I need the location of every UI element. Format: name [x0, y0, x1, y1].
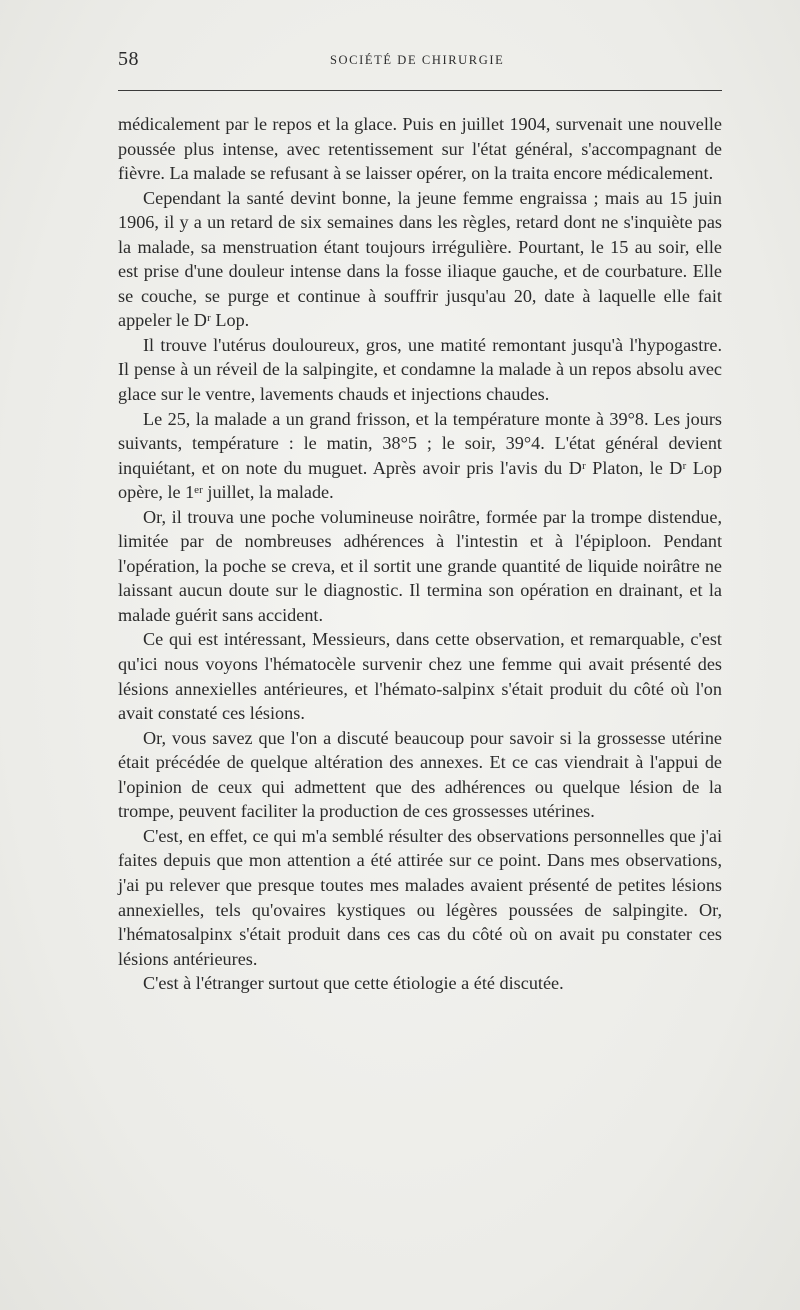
page-header [118, 48, 722, 74]
paragraph: C'est à l'étranger surtout que cette étiologie a été discutée. [143, 973, 564, 994]
paragraph: Or, il trouva une poche volumineuse noirâtre, formée par la trompe distendue, limitée par de nombreuses adhérences à l'intestin et à l'épiploon. Pendant l'opération, la poche se creva, et il sortit une grande quantité de liquide noirâtre ne laissant aucun doute sur le diagnostic. Il termina son opération en drainant, et la malade guérit sans accident. [118, 506, 722, 625]
paragraph: Le 25, la malade a un grand frisson, et la température monte à 39°8. Les jours suivants, température : le matin, 38°5 ; le soir, 39°4. L'état général devient inquiétant, et on note du muguet. Après avoir pris l'avis du Dʳ Platon, le Dʳ Lop opère, le 1ᵉʳ juillet, la malade. [118, 408, 722, 503]
paragraph: Il trouve l'utérus douloureux, gros, une matité remontant jusqu'à l'hypogastre. Il pense à un réveil de la salpingite, et condamne la malade à un repos absolu avec glace sur le ventre, lavements chauds et injections chaudes. [118, 334, 722, 405]
paragraph: Or, vous savez que l'on a discuté beaucoup pour savoir si la grossesse utérine était précédée de quelque altération des annexes. Et ce cas viendrait à l'appui de l'opinion de ceux qui admettent que des adhérences ou quelque lésion de la trompe, peuvent faciliter la production de ces grossesses utérines. [118, 727, 722, 822]
paragraph: Ce qui est intéressant, Messieurs, dans cette observation, et remarquable, c'est qu'ici nous voyons l'hématocèle survenir chez une femme qui avait présenté des lésions annexielles antérieures, et l'hémato-salpinx s'était produit du côté où l'on avait constaté ces lésions. [118, 629, 722, 724]
paragraph: Cependant la santé devint bonne, la jeune femme engraissa ; mais au 15 juin 1906, il y a un retard de six semaines dans les règles, retard dont ne s'inquiète pas la malade, sa menstruation étant toujours irrégulière. Pourtant, le 15 au soir, elle est prise d'une douleur intense dans la fosse iliaque gauche, et de courbature. Elle se couche, se purge et continue à souffrir jusqu'au 20, date à laquelle elle fait appeler le Dʳ Lop. [118, 187, 722, 331]
paragraph: médicalement par le repos et la glace. Puis en juillet 1904, survenait une nouvelle poussée plus intense, avec retentissement sur l'état général, s'accompagnant de fièvre. La malade se refusant à se laisser opérer, on la traita encore médicalement. [118, 114, 722, 184]
header-rule [118, 90, 722, 91]
body-text [118, 112, 722, 996]
paragraph: C'est, en effet, ce qui m'a semblé résulter des observations personnelles que j'ai faites depuis que mon attention a été attirée sur ce point. Dans mes observations, j'ai pu relever que presque toutes mes malades avaient présenté de petites lésions annexielles, tels qu'ovaires kystiques ou légères poussées de salpingite. Or, l'hématosalpinx s'était produit dans ces cas du côté où on avait pu constater ces lésions antérieures. [118, 825, 722, 969]
running-title: SOCIÉTÉ DE CHIRURGIE [330, 53, 505, 67]
page-number: 58 [118, 48, 139, 70]
